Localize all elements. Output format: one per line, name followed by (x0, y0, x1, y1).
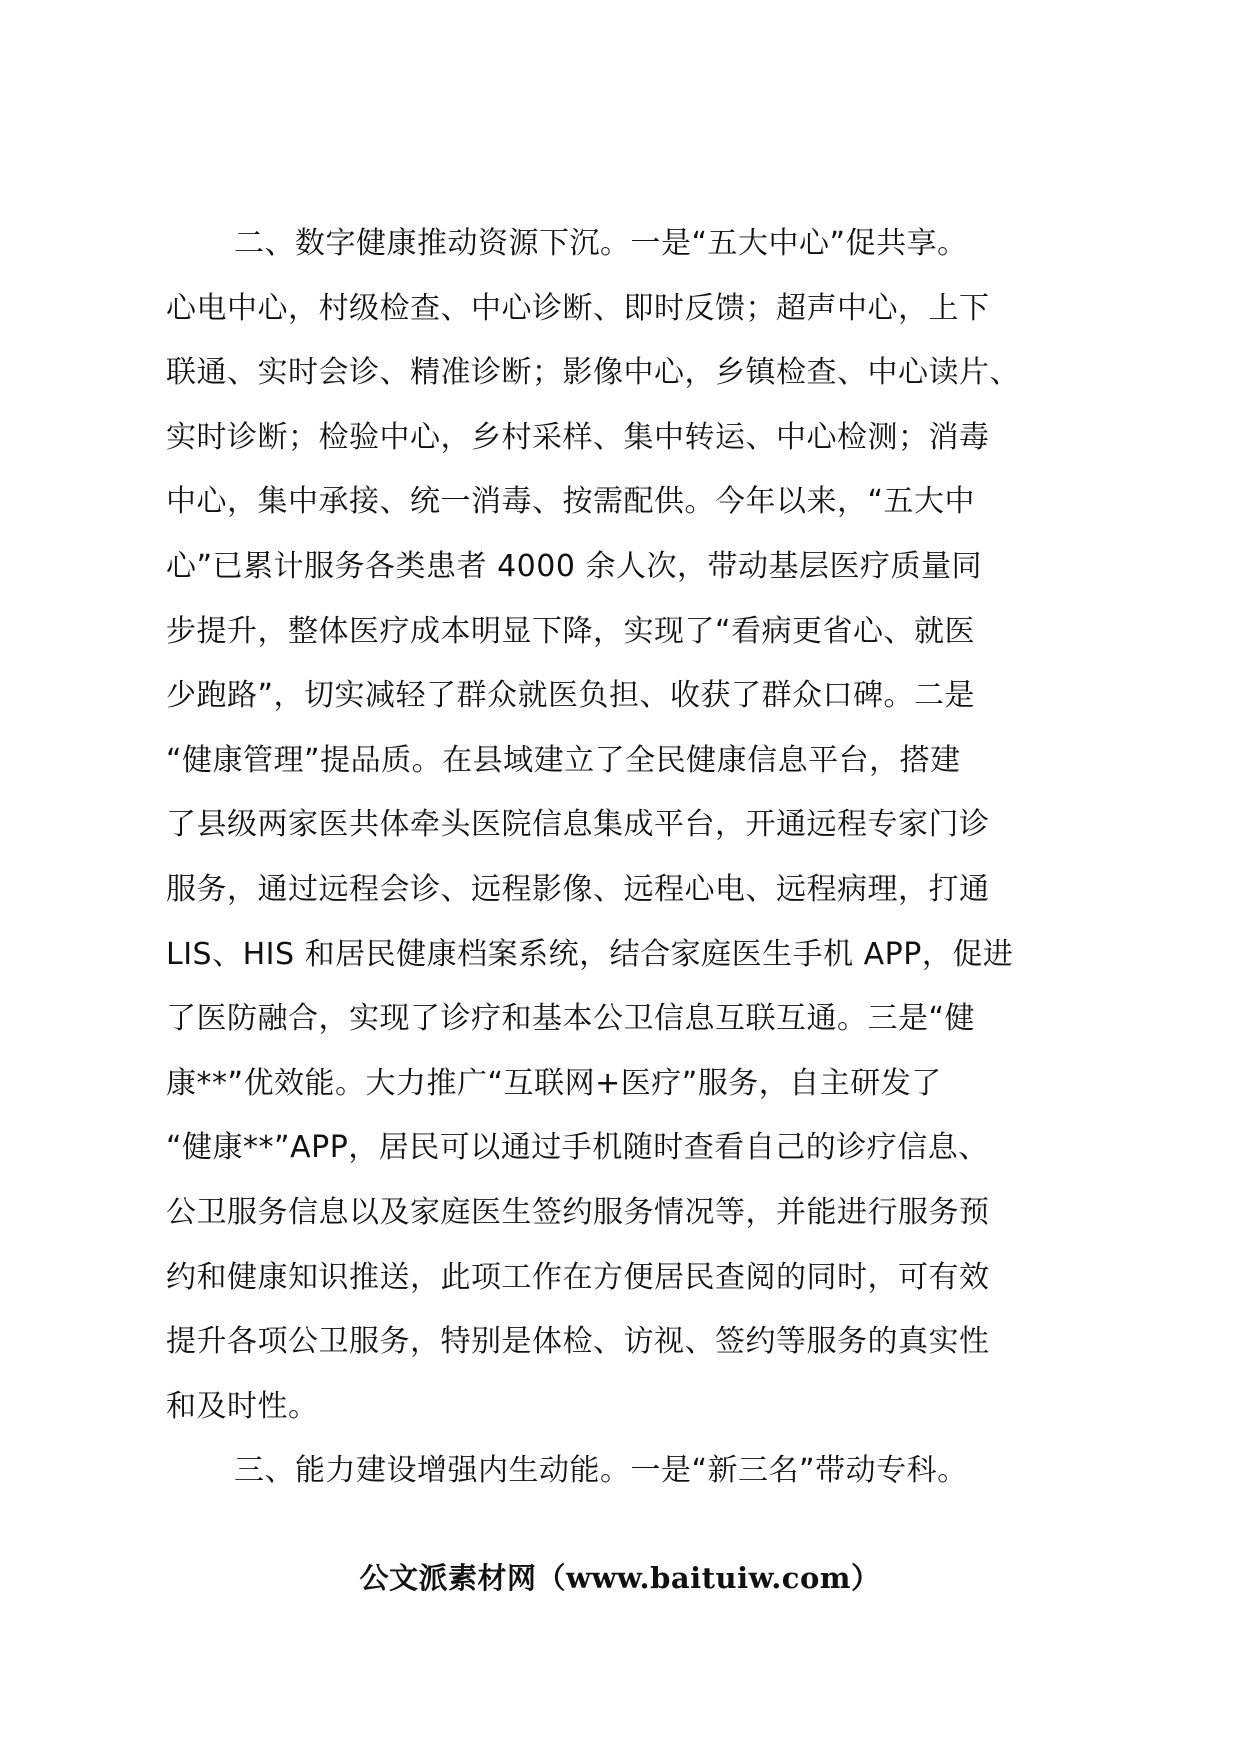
paragraph-line: 少跑路”，切实减轻了群众就医负担、收获了群众口碑。二是 (166, 678, 976, 714)
paragraph-line: 和及时性。 (166, 1388, 319, 1424)
paragraph-line: 步提升，整体医疗成本明显下降，实现了“看病更省心、就医 (166, 613, 976, 649)
paragraph-line: 联通、实时会诊、精准诊断；影像中心，乡镇检查、中心读片、 (166, 355, 1020, 391)
paragraph-line: 心”已累计服务各类患者 4000 余人次，带动基层医疗质量同 (166, 548, 982, 584)
paragraph-line: 服务，通过远程会诊、远程影像、远程心电、远程病理，打通 (166, 871, 990, 907)
paragraph-line: 提升各项公卫服务，特别是体检、访视、签约等服务的真实性 (166, 1324, 990, 1360)
paragraph-line: 中心，集中承接、统一消毒、按需配供。今年以来，“五大中 (166, 484, 976, 520)
paragraph-line: 二、数字健康推动资源下沉。一是“五大中心”促共享。 (234, 226, 968, 261)
paragraph-line: 了医防融合，实现了诊疗和基本公卫信息互联互通。三是“健 (166, 1001, 976, 1037)
paragraph-line: 三、能力建设增强内生动能。一是“新三名”带动专科。 (234, 1453, 968, 1489)
footer-watermark-text: 公文派素材网（www.baituiw.com） (359, 1561, 881, 1595)
paragraph-line: 了县级两家医共体牵头医院信息集成平台，开通远程专家门诊 (166, 807, 990, 843)
paragraph-line: “健康**”APP，居民可以通过手机随时查看自己的诊疗信息、 (166, 1130, 989, 1166)
document-body (166, 212, 1086, 1504)
paragraph-line: 康**”优效能。大力推广“互联网+医疗”服务，自主研发了 (166, 1065, 942, 1101)
paragraph-line: 实时诊断；检验中心，乡村采样、集中转运、中心检测；消毒 (166, 419, 990, 455)
paragraph-line: 约和健康知识推送，此项工作在方便居民查阅的同时，可有效 (166, 1259, 990, 1295)
paragraph-line: 心电中心，村级检查、中心诊断、即时反馈；超声中心，上下 (166, 290, 990, 326)
paragraph-line: 公卫服务信息以及家庭医生签约服务情况等，并能进行服务预 (166, 1194, 990, 1230)
paragraph-line: “健康管理”提品质。在县域建立了全民健康信息平台，搭建 (166, 742, 961, 778)
paragraph-line: LIS、HIS 和居民健康档案系统，结合家庭医生手机 APP，促进 (166, 936, 1014, 972)
